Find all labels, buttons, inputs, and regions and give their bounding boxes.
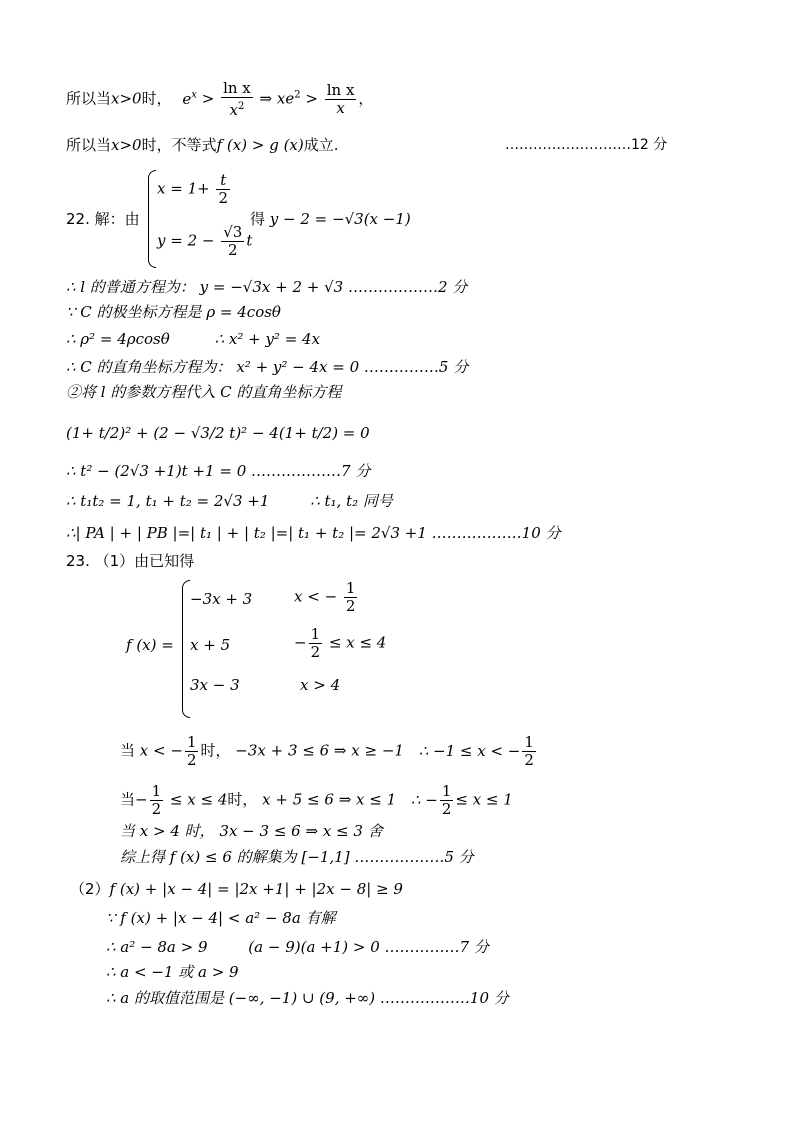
case-3-expr: 3x − 3: [190, 676, 240, 694]
case-2-cond: [294, 626, 386, 661]
q22-line-3: ∴ l 的普通方程为： y = −√3x + 2 + √3 ………………2 分: [66, 278, 468, 296]
q23-part2-line-1: [70, 880, 403, 898]
math: x>0: [111, 89, 142, 108]
text: 成立.: [303, 136, 339, 154]
text: 所以当: [66, 136, 112, 154]
fraction: [309, 626, 323, 661]
q22-label: 22. 解：由: [66, 210, 140, 228]
numerator: t: [216, 172, 230, 190]
text: 时，: [200, 741, 231, 760]
q23-part2-line-5: ∴ a 的取值范围是 (−∞, −1) ∪ (9, +∞) ………………10 分: [106, 989, 509, 1007]
q23-part2-line-4: ∴ a < −1 或 a > 9: [106, 963, 239, 981]
denominator: 2: [218, 189, 229, 207]
math: ∴ −1 ≤ x < −: [418, 741, 521, 760]
math: y = 2 −: [157, 231, 215, 250]
text: 时，: [141, 89, 172, 108]
text: 当: [120, 790, 136, 809]
math: ∴ −: [410, 790, 438, 809]
text: （2）: [70, 880, 110, 898]
q22-line-4: ∵ C 的极坐标方程是 ρ = 4cosθ: [66, 303, 281, 321]
q22-line-10: [66, 492, 393, 510]
math: y − 2 = −√3(x −1): [269, 210, 411, 228]
numerator: ln x: [326, 81, 355, 99]
numerator: 1: [186, 733, 197, 751]
math: ∴ a² − 8a > 9: [106, 938, 208, 956]
numerator: 1: [151, 782, 162, 800]
fraction: [150, 783, 164, 818]
q22-system-line-1: [157, 172, 232, 207]
denominator: 2: [441, 800, 452, 818]
q22-line-8: (1+ t/2)² + (2 − √3/2 t)² − 4(1+ t/2) = 0: [66, 424, 370, 442]
math: −: [135, 790, 148, 809]
fraction: [325, 82, 357, 117]
fraction: [216, 172, 230, 207]
q23-work-4: 综上得 f (x) ≤ 6 的解集为 [−1,1] ………………5 分: [120, 848, 474, 866]
math: x = 1+: [157, 179, 210, 198]
numerator: 1: [310, 625, 321, 643]
math: ∴ t₁, t₂ 同号: [310, 492, 393, 510]
math: >: [201, 89, 215, 108]
denominator: 2: [186, 751, 197, 769]
q22-line-5: [66, 330, 320, 348]
text: 得: [250, 210, 266, 228]
fraction: [221, 80, 253, 119]
denominator: [221, 98, 253, 119]
math-sup: 2: [294, 89, 301, 101]
case-2-expr: x + 5: [190, 636, 231, 654]
math: x < −: [294, 587, 338, 606]
q22-system-line-2: [157, 224, 252, 259]
text: 当: [120, 741, 136, 760]
math-sup: x: [191, 89, 197, 101]
math: f (x) + |x − 4| = |2x +1| + |2x − 8| ≥ 9: [109, 880, 403, 898]
q23-part2-line-3: [106, 938, 489, 956]
case-1-expr: −3x + 3: [190, 590, 253, 608]
math: −: [294, 633, 307, 652]
numerator: 1: [441, 782, 452, 800]
math: ⇒ xe: [259, 89, 295, 108]
numerator: 1: [345, 579, 356, 597]
math: ∴ t₁t₂ = 1, t₁ + t₂ = 2√3 +1: [66, 492, 270, 510]
math: ∴ x² + y² = 4x: [214, 330, 321, 348]
q23-work-2: [120, 783, 513, 818]
q23-part2-line-2: ∵ f (x) + |x − 4| < a² − 8a 有解: [106, 909, 336, 927]
line-2: [66, 136, 339, 154]
math: (a − 9)(a +1) > 0 ……………7 分: [248, 938, 489, 956]
text: 时，不等式: [141, 136, 217, 154]
line-1: [66, 80, 373, 119]
q22-line-6: ∴ C 的直角坐标方程为： x² + y² − 4x = 0 ……………5 分: [66, 358, 469, 376]
text: 所以当: [66, 89, 112, 108]
den-sup: 2: [237, 101, 245, 112]
math: −3x + 3 ≤ 6 ⇒ x ≥ −1: [235, 741, 404, 760]
denominator: 2: [345, 597, 356, 615]
q22-line-11: ∴| PA | + | PB |=| t₁ | + | t₂ |=| t₁ + t₂ |= 2√3 +1 ………………10 分: [66, 524, 561, 542]
left-brace: [182, 580, 190, 718]
fraction: [221, 224, 244, 259]
denominator: 2: [151, 800, 162, 818]
q22-result: [250, 210, 411, 228]
math: ≤ x ≤ 4: [328, 633, 387, 652]
fraction: [344, 580, 358, 615]
math: >: [305, 89, 318, 108]
fraction: [522, 734, 536, 769]
math: x>0: [111, 136, 142, 154]
math: x + 5 ≤ 6 ⇒ x ≤ 1: [262, 790, 397, 809]
fraction: [440, 783, 454, 818]
denominator: 2: [228, 241, 238, 259]
math: ≤ x ≤ 4: [169, 790, 228, 809]
math: x < −: [139, 741, 183, 760]
case-1-cond: [294, 580, 359, 615]
fraction: [185, 734, 199, 769]
numerator: 1: [524, 733, 534, 751]
numerator: ln x: [223, 79, 251, 97]
math: ∴ ρ² = 4ρcosθ: [66, 330, 170, 348]
score-12: ………………………12 分: [505, 137, 668, 153]
q23-label: 23. （1）由已知得: [66, 552, 195, 570]
q23-f-label: f (x) =: [126, 636, 174, 654]
q23-work-3: 当 x > 4 时， 3x − 3 ≤ 6 ⇒ x ≤ 3 舍: [120, 822, 383, 840]
numerator: √3: [223, 223, 243, 241]
left-brace: [148, 170, 156, 268]
math: t: [246, 231, 253, 250]
denominator: 2: [310, 643, 321, 661]
q23-work-1: [120, 734, 538, 769]
den-base: x: [229, 101, 238, 119]
text: ，: [358, 89, 374, 108]
q22-line-9: ∴ t² − (2√3 +1)t +1 = 0 ………………7 分: [66, 462, 371, 480]
math: f (x) > g (x): [216, 136, 304, 154]
denominator: x: [336, 99, 345, 117]
case-3-cond: x > 4: [300, 676, 341, 694]
text: 时，: [227, 790, 258, 809]
denominator: 2: [524, 751, 534, 769]
math: ≤ x ≤ 1: [455, 790, 513, 809]
math: e: [182, 89, 192, 108]
q22-line-7: ②将 l 的参数方程代入 C 的直角坐标方程: [66, 383, 342, 401]
